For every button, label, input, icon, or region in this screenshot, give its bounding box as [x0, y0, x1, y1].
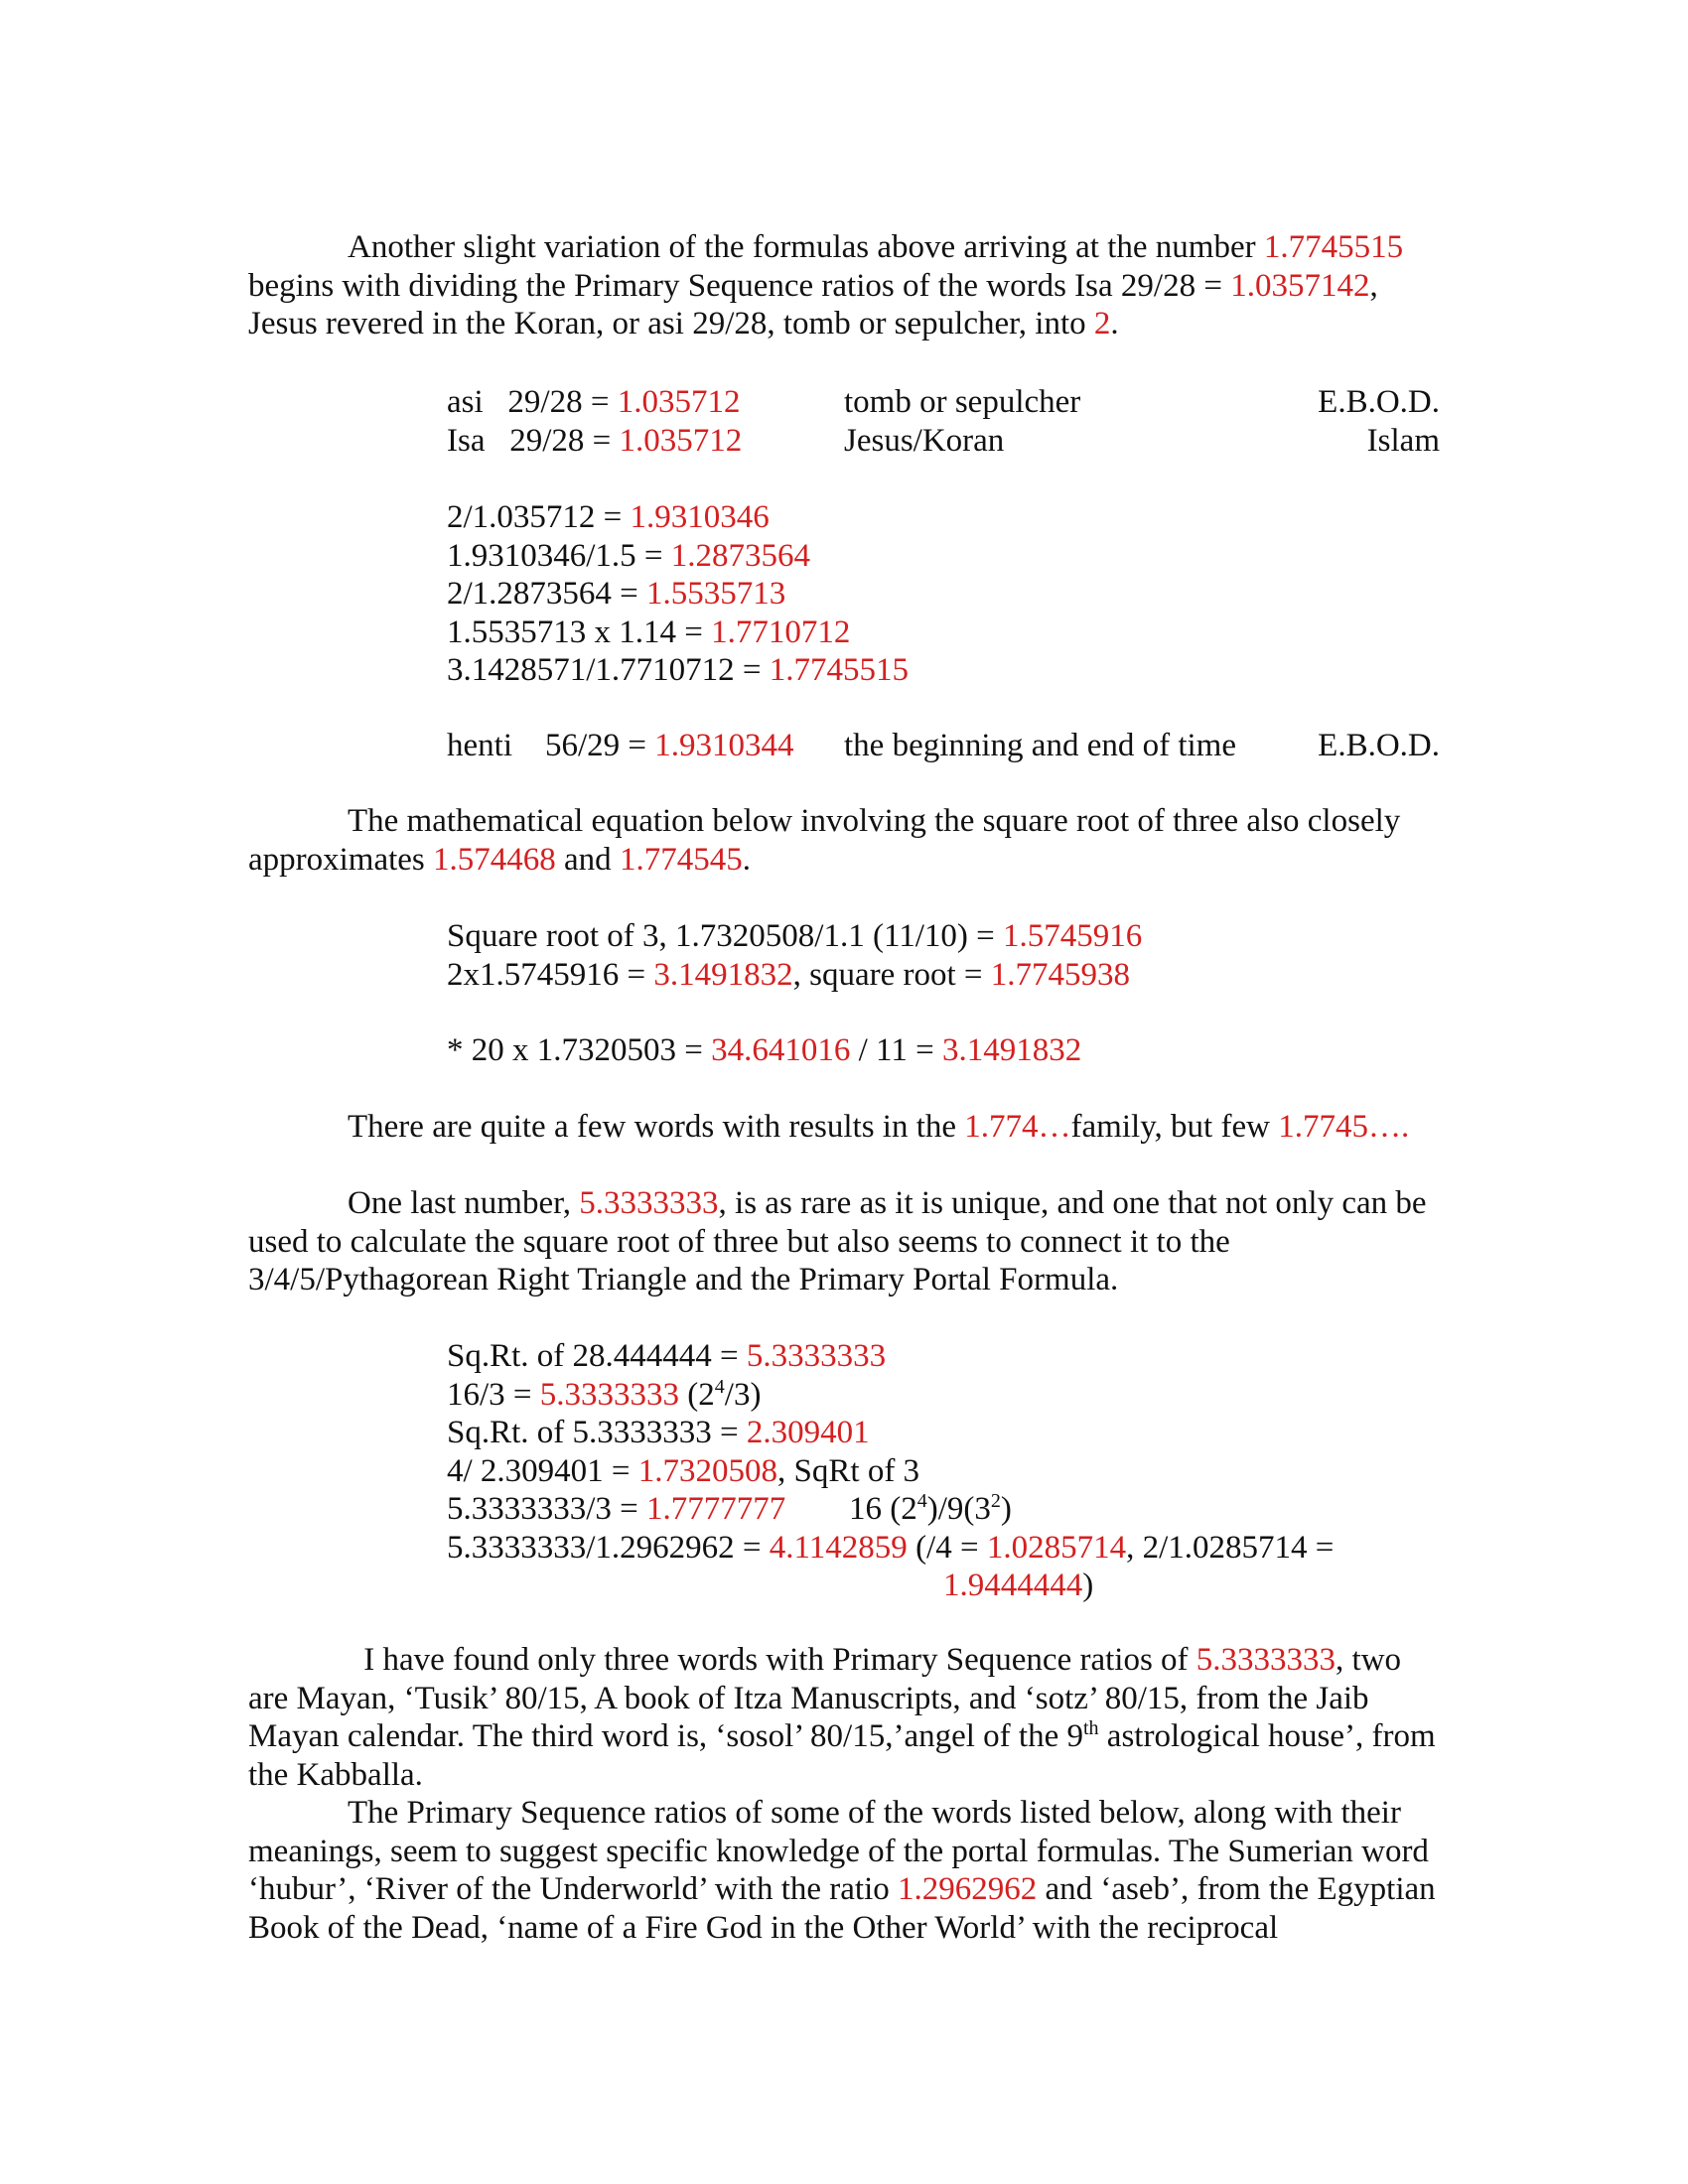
calculation-block: Square root of 3, 1.7320508/1.1 (11/10) = 1.5745916 2x1.5745916 = 3.1491832, square root = 1.7745938 — [447, 918, 1143, 993]
red-value: 2 — [1093, 306, 1111, 341]
body-paragraph: There are quite a few words with results in the 1.774…family, but few 1.7745…. — [348, 1109, 1410, 1145]
table-row: Isa 29/28 = 1.035712 Jesus/Koran Islam — [447, 422, 1440, 459]
word-table — [447, 727, 1440, 765]
body-paragraph: The mathematical equation below involving the square root of three also closely approximates 1.574468 and 1.774545. — [248, 803, 1401, 878]
body-paragraph: One last number, 5.3333333, is as rare as it is unique, and one that not only can be used to calculate the square root of three but also seems to connect it to the 3/4/5/Pythagorean Right Triangle and the Primary Portal Formula. — [248, 1185, 1427, 1297]
word-table — [447, 383, 1440, 460]
calculation-block: 2/1.035712 = 1.9310346 1.9310346/1.5 = 1.2873564 2/1.2873564 = 1.5535713 1.5535713 x 1.14 = 1.7710712 3.1428571/1.7710712 = 1.7745515 — [447, 499, 910, 688]
calculation-block: Sq.Rt. of 28.444444 = 5.3333333 16/3 = 5.3333333 $(2^4/3)$ Sq.Rt. of 5.3333333 = 2.309401 4/ 2.309401 = 1.7320508, SqRt of 3 5.3333333/3 = 1.7777777 16 $(2^4)/9(3^2)$ 5.3333333/1.2962962 = 4.1142859 (/4 = 1.0285714, 2/1.0285714 = 1.9444444) — [447, 1338, 1335, 1603]
intro-paragraph: Another slight variation of the formulas above arriving at the number 1.7745515 begins with dividing the Primary Sequence ratios of the words Isa 29/28 = 1.0357142, Jesus revered in the Koran, or asi 29/28, tomb or sepulcher, into 2. — [248, 229, 1404, 341]
body-paragraph: The Primary Sequence ratios of some of the words listed below, along with their meanings, seem to suggest specific knowledge of the portal formulas. The Sumerian word ‘hubur’, ‘River of the Underworld’ with the ratio 1.2962962 and ‘aseb’, from the Egyptian Book of the Dead, ‘name of a Fire God in the Other World’ with the reciprocal — [248, 1795, 1436, 1946]
red-value: 1.0357142 — [1230, 267, 1370, 304]
red-value: 1.7745515 — [1263, 229, 1404, 265]
calculation-block: * 20 x 1.7320503 = 34.641016 / 11 = 3.1491832 — [447, 1032, 1082, 1068]
table-row: asi 29/28 = 1.035712 tomb or sepulcher E.B.O.D. — [447, 384, 1440, 420]
table-row: henti 56/29 = 1.9310344 the beginning and end of time E.B.O.D. — [447, 728, 1440, 763]
body-paragraph: I have found only three words with Primary Sequence ratios of 5.3333333, two are Mayan, ‘Tusik’ 80/15, A book of Itza Manuscripts, and ‘sotz’ 80/15, from the Jaib Mayan calendar. The third word is, ‘sosol’ 80/15,’angel of the 9th astrological house’, from the Kabballa. — [248, 1642, 1436, 1793]
